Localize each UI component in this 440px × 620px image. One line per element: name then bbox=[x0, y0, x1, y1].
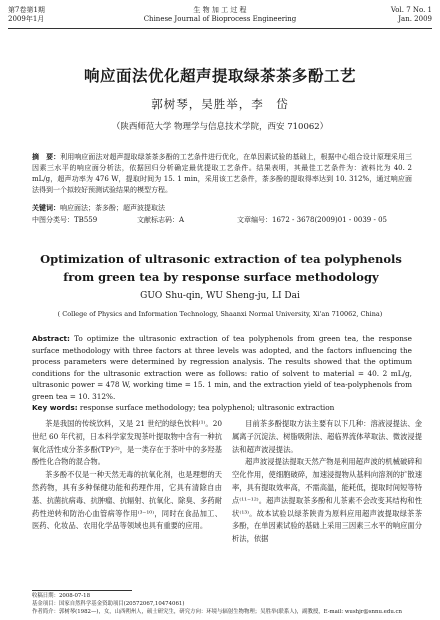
abstract-en-label: Abstract: bbox=[32, 334, 70, 343]
footnote-author-bio: 作者简介：郭树琴(1982—)，女，山西朔州人，硕士研究生，研究方向：环境与辐射生物物理；吴胜举(联系人)，副教授，E-mail: wushjr@snnu.edu.cn bbox=[32, 609, 402, 615]
abstract-en bbox=[32, 333, 412, 402]
header-center bbox=[8, 6, 432, 24]
affiliation-en: ( College of Physics and Information Technology, Shaanxi Normal University, Xi'an 710062, China) bbox=[57, 310, 383, 318]
body-paragraph: 目前茶多酚提取方法主要有以下几种：溶液浸提法、金属离子沉淀法、树脂吸附法、超临界流体萃取法、微波浸提法和超声波浸提法。 bbox=[232, 419, 422, 454]
keywords-en bbox=[32, 403, 412, 412]
header-right bbox=[391, 6, 432, 24]
volume-cn: 第7卷第1期 bbox=[8, 6, 45, 14]
article-id: 文章编号：1672 - 3678(2009)01 - 0039 - 05 bbox=[237, 216, 387, 224]
authors-en: GUO Shu-qin, WU Sheng-ju, LI Dai bbox=[140, 291, 300, 301]
body-paragraph: 超声波浸提法提取天然产物是利用超声波的机械破碎和空化作用，使细胞破碎，加速浸提物从基料向溶剂的扩散速率，具有提取效率高，不需高温，能耗低，提取时间短等特点⁽¹¹⁻¹²⁾。超声法提取茶多酚和儿茶素不会改变其结构和性状⁽¹³⁾。故本试验以绿茶陕青为原料应用超声波提取绿茶茶多酚，在单因素试验的基础上采用三因素三水平的响应面分析法，依据 bbox=[232, 457, 422, 544]
affiliation-cn: （陕西师范大学 物理学与信息技术学院，西安 710062） bbox=[111, 122, 329, 132]
keywords-cn-text: 响应面法；茶多酚；超声波提取法 bbox=[60, 204, 165, 212]
footnote-received: 收稿日期：2008-07-18 bbox=[32, 593, 91, 599]
abstract-cn-text: 利用响应面法对超声提取绿茶茶多酚的工艺条件进行优化，在单因素试验的基础上，根据中心组合设计原理采用三因素三水平的响应面分析法，依据回归分析确定最优提取工艺条件。结果表明，其最佳工艺条件为：液料比为 40. 2 mL/g，超声功率为 476 W，提取时间为 15. 1 min，采用该工艺条件，茶多酚的提取得率达到 10. 312%，通过响应面法得到一个拟较好预测试验结果的模型方程。 bbox=[32, 153, 413, 194]
journal-name-cn: 生 物 加 工 过 程 bbox=[193, 6, 247, 14]
body-paragraph: 茶是我国的传统饮料，又是 21 世纪的绿色饮料⁽¹⁾。20 世纪 60 年代初，日本科学家发现茶叶提取物中含有一种抗氧化活性成分茶多酚(TP)⁽²⁾，是一类存在于茶叶中的多羟基酚性化合物的混合物。 bbox=[32, 419, 222, 467]
paper-title-en: Optimization of ultrasonic extraction of tea polyphenols from green tea by response surface methodology bbox=[40, 252, 402, 284]
header-rule bbox=[8, 28, 432, 29]
keywords-cn-label: 关键词： bbox=[32, 204, 60, 212]
authors-cn: 郭树琴，吴胜举，李 岱 bbox=[151, 97, 289, 111]
body-column-right bbox=[232, 418, 422, 546]
body-column-left bbox=[32, 418, 222, 533]
clc-number: 中图分类号：TB559 bbox=[32, 216, 98, 224]
paper-title-cn: 响应面法优化超声提取绿茶茶多酚工艺 bbox=[83, 67, 356, 85]
keywords-en-text: response surface methodology; tea polyphenol; ultrasonic extraction bbox=[77, 403, 335, 412]
journal-name-en: Chinese Journal of Bioprocess Engineering bbox=[143, 15, 297, 23]
date-cn: 2009年1月 bbox=[8, 15, 45, 23]
date-en: Jan. 2009 bbox=[398, 15, 432, 23]
body-paragraph: 茶多酚不仅是一种天然无毒的抗氧化剂，也是理想的天然药物，具有多种保健功能和药理作用，它具有清除自由基、抗菌抗病毒、抗肿瘤、抗辐射、抗氧化、除臭、多药耐药性逆转和防治心血管病等作用⁽³⁻¹⁰⁾，同时在食品加工、医药、化妆品、农用化学品等领域也具有重要的应用。 bbox=[32, 470, 222, 531]
volume-en: Vol. 7 No. 1 bbox=[390, 6, 432, 14]
footnote-rule bbox=[32, 590, 132, 591]
abstract-en-text: To optimize the ultrasonic extraction of tea polyphenols from green tea, the response surface methodology with three factors at three levels was adopted, and the factors influencing the process parameters were determined by regression analysis. The results showed that the optimum conditions for the ultrasonic extraction were as follows: ratio of solvent to material = 40. 2 mL/g, ultrasonic power = 478 W, working time = 15. 1 min, and the extraction yield of tea-polyphenols from green tea = 10. 312%. bbox=[32, 334, 412, 401]
running-header bbox=[8, 6, 432, 34]
keywords-cn bbox=[32, 203, 412, 213]
abstract-cn bbox=[32, 152, 412, 196]
abstract-cn-label: 摘 要： bbox=[32, 153, 61, 161]
footnote-funding: 基金项目：国家自然科学基金资助项目(20572067,10474061) bbox=[32, 601, 185, 607]
keywords-en-label: Key words: bbox=[32, 403, 78, 412]
footnotes bbox=[32, 592, 422, 616]
document-code: 文献标志码：A bbox=[137, 216, 185, 224]
